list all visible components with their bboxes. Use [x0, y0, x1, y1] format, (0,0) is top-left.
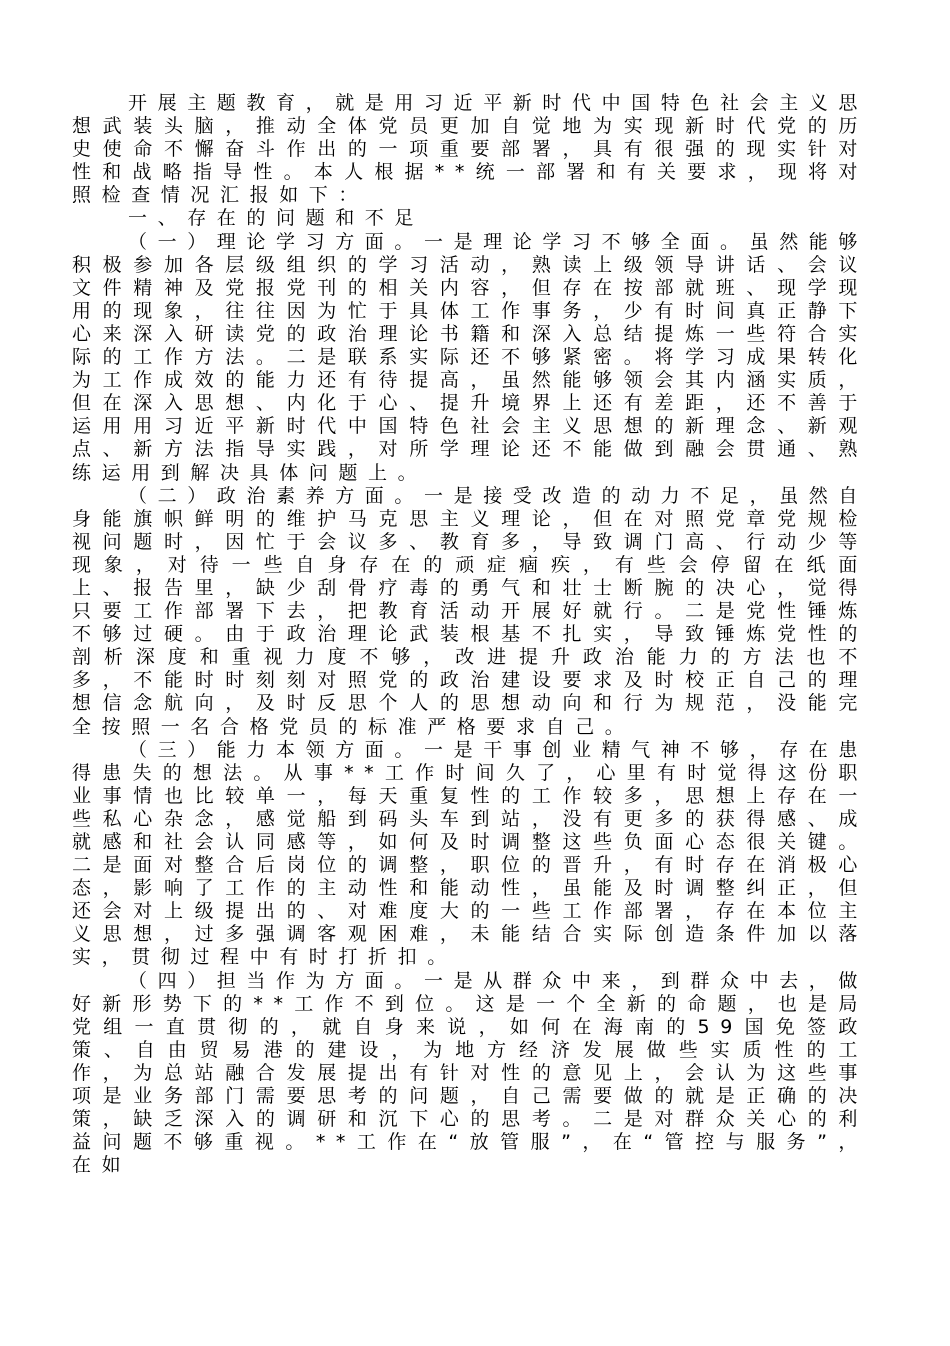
- section-heading: 一、存在的问题和不足: [128, 207, 425, 230]
- theory-study-paragraph: （一）理论学习方面。一是理论学习不够全面。虽然能够积极参加各层级组织的学习活动，熟读上级领导讲话、会议文件精神及党报党刊的相关内容，但存在按部就班、现学现用的现象，往往因为忙于具体工作事务，少有时间真正静下心来深入研读党的政治理论书籍和深入总结提炼一些符合实际的工作方法。二是联系实际还不够紧密。将学习成果转化为工作成效的能力还有待提高，虽然能够领会其内涵实质，但在深入思想、内化于心、提升境界上还有差距，还不善于运用用习近平新时代中国特色社会主义思想的新理念、新观点、新方法指导实践，对所学理论还不能做到融会贯通、熟练运用到解决具体问题上。: [72, 230, 869, 484]
- intro-paragraph: 开展主题教育，就是用习近平新时代中国特色社会主义思想武装头脑，推动全体党员更加自觉地为实现新时代党的历史使命不懈奋斗作出的一项重要部署，具有很强的现实针对性和战略指导性。本人根据**统一部署和有关要求，现将对照检查情况汇报如下：: [72, 92, 869, 207]
- political-quality-paragraph: （二）政治素养方面。一是接受改造的动力不足，虽然自身能旗帜鲜明的维护马克思主义理论，但在对照党章党规检视问题时，因忙于会议多、教育多，导致调门高、行动少等现象，对待一些自身存在的顽症痼疾，有些会停留在纸面上、报告里，缺少刮骨疗毒的勇气和壮士断腕的决心，觉得只要工作部署下去，把教育活动开展好就行。二是党性锤炼不够过硬。由于政治理论武装根基不扎实，导致锤炼党性的剖析深度和重视力度不够，改进提升政治能力的方法也不多，不能时时刻刻对照党的政治建设要求及时校正自己的理想信念航向，及时反思个人的思想动向和行为规范，没能完全按照一名合格党员的标准严格要求自己。: [72, 484, 869, 738]
- document-page: [72, 92, 868, 1177]
- responsibility-paragraph: （四）担当作为方面。一是从群众中来，到群众中去，做好新形势下的**工作不到位。这是一个全新的命题，也是局党组一直贯彻的，就自身来说，如何在海南的59国免签政策、自由贸易港的建设，为地方经济发展做些实质性的工作，为总站融合发展提出有针对性的意见上，会认为这些事项是业务部门需要思考的问题，自己需要做的就是正确的决策，缺乏深入的调研和沉下心的思考。二是对群众关心的利益问题不够重视。**工作在“放管服”，在“管控与服务”，在如: [72, 969, 869, 1177]
- ability-paragraph: （三）能力本领方面。一是干事创业精气神不够，存在患得患失的想法。从事**工作时间久了，心里有时觉得这份职业事情也比较单一，每天重复性的工作较多，思想上存在一些私心杂念，感觉船到码头车到站，没有更多的获得感、成就感和社会认同感等，如何及时调整这些负面心态很关键。二是面对整合后岗位的调整，职位的晋升，有时存在消极心态，影响了工作的主动性和能动性，虽能及时调整纠正，但还会对上级提出的、对难度大的一些工作部署，存在本位主义思想，过多强调客观困难，未能结合实际创造条件加以落实，贯彻过程中有时打折扣。: [72, 738, 869, 969]
